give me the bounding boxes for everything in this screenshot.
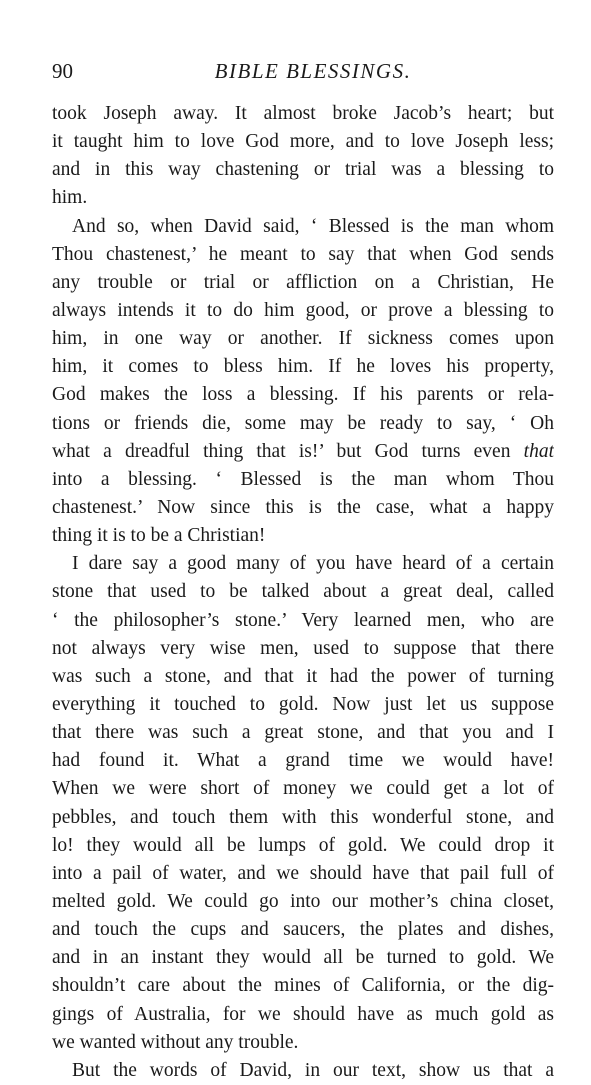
text-line: that there was such a great stone, and that you and I [52,722,554,744]
text-line: into a blessing. ‘ Blessed is the man whom Thou [52,468,554,490]
text-line: God makes the loss a blessing. If his parents or rela- [52,384,554,406]
text-line: Thou chastenest,’ he meant to say that when God sends [52,243,554,265]
text-line: chastenest.’ Now since this is the case, what a happy [52,496,554,518]
text-line: tions or friends die, some may be ready to say, ‘ Oh [52,412,554,434]
text-line: I dare say a good many of you have heard of a certain [72,553,554,575]
text-line: him. [52,187,88,209]
text-line: shouldn’t care about the mines of California, or the dig- [52,975,554,997]
text-line-with-italic [52,438,554,466]
text-line: him, it comes to bless him. If he loves his property, [52,356,554,378]
text-line: had found it. What a grand time we would have! [52,750,554,772]
text-line: we wanted without any trouble. [52,1031,299,1053]
text-line: was such a stone, and that it had the power of turning [52,665,554,687]
text-line: melted gold. We could go into our mother’s china closet, [52,890,554,912]
italic-word: that [523,440,554,462]
text-line: everything it touched to gold. Now just let us suppose [52,693,554,715]
running-head [52,56,554,86]
text-line: ‘ the philosopher’s stone.’ Very learned men, who are [52,609,554,631]
text-line: any trouble or trial or affliction on a Christian, He [52,271,554,293]
text-line: gings of Australia, for we should have as much gold as [52,1003,554,1025]
text-line: it taught him to love God more, and to love Joseph less; [52,131,554,153]
text-line: not always very wise men, used to suppose that there [52,637,554,659]
running-title: BIBLE BLESSINGS. [214,59,412,83]
text-line: and touch the cups and saucers, the plates and dishes, [52,919,554,941]
text-line: thing it is to be a Christian! [52,525,266,547]
text-line: And so, when David said, ‘ Blessed is the man whom [72,215,554,237]
text-line: into a pail of water, and we should have that pail full of [52,862,554,884]
text-line: and in an instant they would all be turned to gold. We [52,947,554,969]
line-text: what a dreadful thing that is!’ but God turns even [52,440,511,462]
text-line: When we were short of money we could get a lot of [52,778,554,800]
text-line: lo! they would all be lumps of gold. We could drop it [52,834,554,856]
text-line: and in this way chastening or trial was a blessing to [52,159,554,181]
text-line: him, in one way or another. If sickness comes upon [52,328,554,350]
text-line: But the words of David, in our text, show us that a [72,1059,554,1081]
body-text [52,100,554,1085]
text-line: always intends it to do him good, or prove a blessing to [52,299,554,321]
text-line: took Joseph away. It almost broke Jacob’s heart; but [52,103,554,124]
text-line: pebbles, and touch them with this wonderful stone, and [52,806,554,828]
text-line: stone that used to be talked about a great deal, called [52,581,554,603]
page-number: 90 [52,59,73,83]
